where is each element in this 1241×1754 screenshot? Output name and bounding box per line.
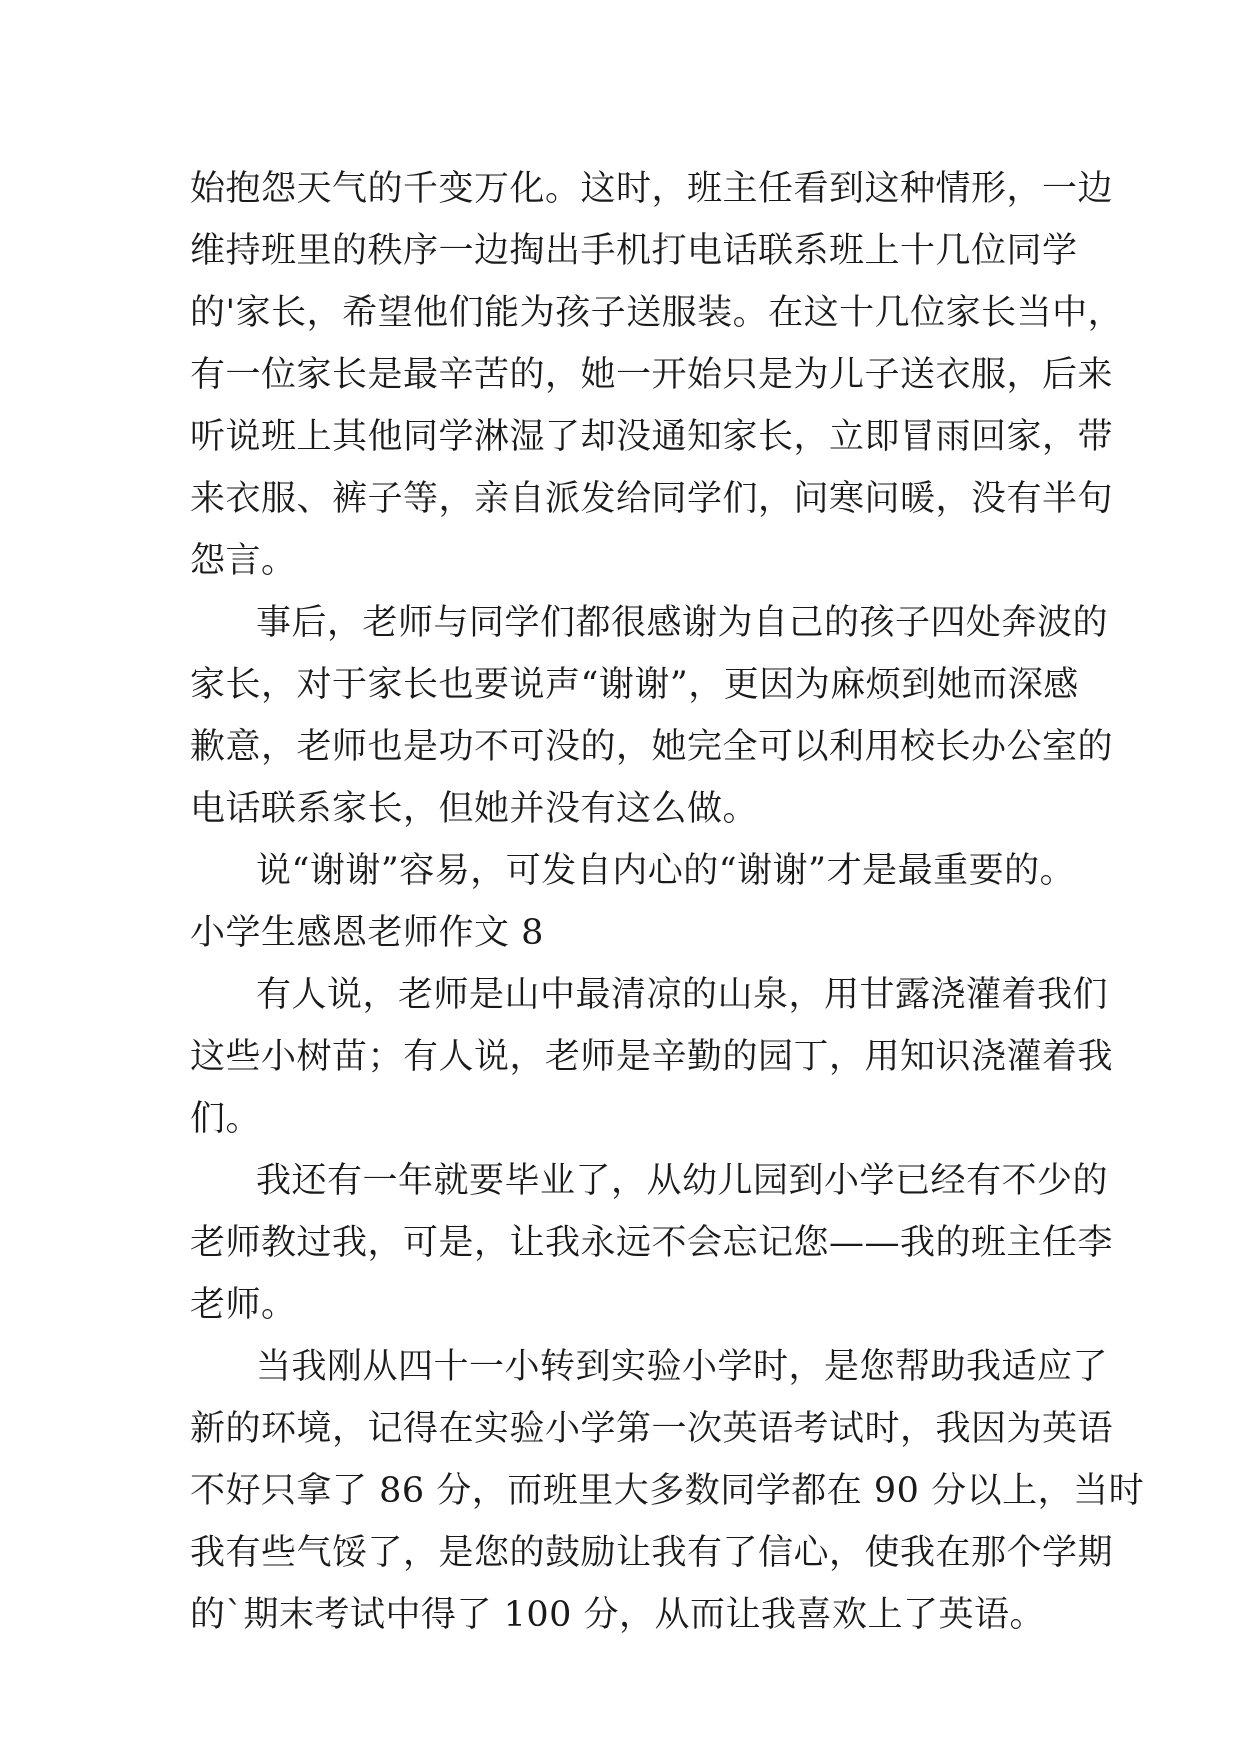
text-line: 始抱怨天气的千变万化。这时，班主任看到这种情形，一边 <box>190 169 1114 209</box>
text-line: 们。 <box>190 1099 262 1139</box>
heading-text: 小学生感恩老师作文 8 <box>190 913 544 953</box>
text-line: 老师教过我，可是，让我永远不会忘记您——我的班主任李 <box>190 1223 1114 1263</box>
text-line: 怨言。 <box>190 541 297 581</box>
paragraph <box>190 1336 1145 1646</box>
text-line: 的'家长，希望他们能为孩子送服装。在这十几位家长当中， <box>190 293 1124 333</box>
text-line: 事后，老师与同学们都很感谢为自己的孩子四处奔波的 <box>256 603 1109 643</box>
text-line: 维持班里的秩序一边掏出手机打电话联系班上十几位同学 <box>190 231 1078 271</box>
text-line: 来衣服、裤子等，亲自派发给同学们，问寒问暖，没有半句 <box>190 479 1114 519</box>
text-line: 不好只拿了 86 分，而班里大多数同学都在 90 分以上，当时 <box>190 1471 1145 1511</box>
text-line: 当我刚从四十一小转到实验小学时，是您帮助我适应了 <box>256 1347 1109 1387</box>
text-line: 的`期末考试中得了 100 分，从而让我喜欢上了英语。 <box>190 1595 1046 1635</box>
text-line: 老师。 <box>190 1285 297 1325</box>
section-heading <box>190 902 1050 964</box>
text-line: 说“谢谢”容易，可发自内心的“谢谢”才是最重要的。 <box>256 851 1076 891</box>
text-line: 有一位家长是最辛苦的，她一开始只是为儿子送衣服，后来 <box>190 355 1114 395</box>
paragraph <box>190 158 1124 592</box>
text-line: 我有些气馁了，是您的鼓励让我有了信心，使我在那个学期 <box>190 1533 1114 1573</box>
text-line: 这些小树苗；有人说，老师是辛勤的园丁，用知识浇灌着我 <box>190 1037 1114 1077</box>
text-line: 歉意，老师也是功不可没的，她完全可以利用校长办公室的 <box>190 727 1114 767</box>
paragraph <box>190 964 1114 1150</box>
text-line: 我还有一年就要毕业了，从幼儿园到小学已经有不少的 <box>256 1161 1109 1201</box>
text-line: 有人说，老师是山中最清凉的山泉，用甘露浇灌着我们 <box>256 975 1109 1015</box>
document-body <box>190 158 1145 1646</box>
paragraph <box>190 1150 1114 1336</box>
text-line: 听说班上其他同学淋湿了却没通知家长，立即冒雨回家，带 <box>190 417 1114 457</box>
paragraph <box>190 840 1076 902</box>
text-line: 家长，对于家长也要说声“谢谢”，更因为麻烦到她而深感 <box>190 665 1079 705</box>
paragraph <box>190 592 1114 840</box>
text-line: 电话联系家长，但她并没有这么做。 <box>190 789 759 829</box>
text-line: 新的环境，记得在实验小学第一次英语考试时，我因为英语 <box>190 1409 1114 1449</box>
